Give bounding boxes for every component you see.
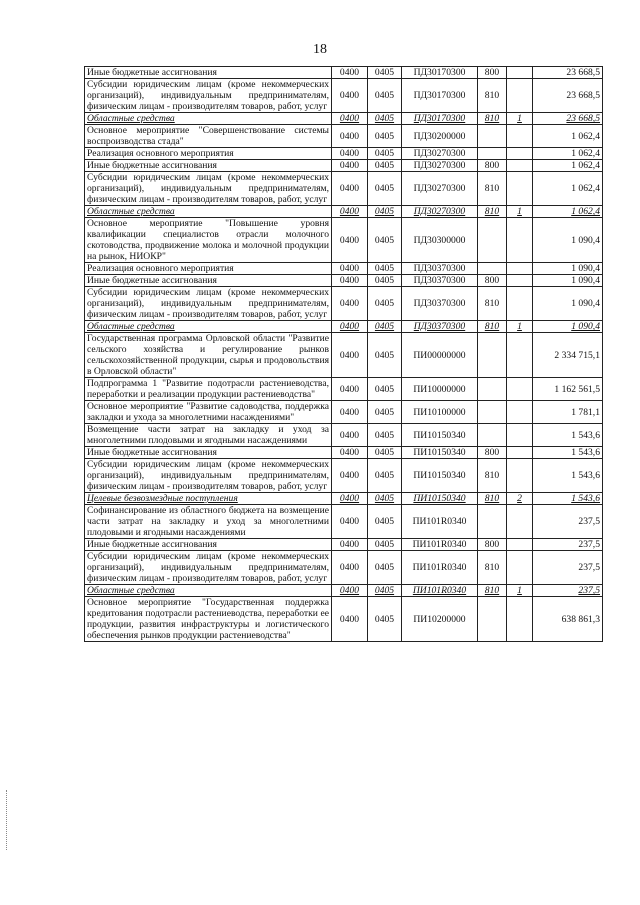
amount-cell: 1 781,1 — [533, 401, 603, 424]
section-code-cell: 0400 — [332, 160, 368, 172]
expense-type-code-cell — [478, 148, 507, 160]
row-name-cell: Областные средства — [85, 585, 332, 597]
target-article-code-cell: ПИ10150340 — [402, 459, 478, 493]
funding-source-code-cell — [507, 67, 533, 79]
amount-cell: 1 543,6 — [533, 459, 603, 493]
table-row — [85, 160, 603, 172]
section-code-cell: 0400 — [332, 493, 368, 505]
subsection-code-cell: 0405 — [368, 424, 402, 447]
expense-type-code-cell: 810 — [478, 585, 507, 597]
row-name-cell: Основное мероприятие "Государственная поддержка кредитования подотрасли растениеводства, переработки ее продукции, развития инфраструктуры и логистического обеспечения рынков продукции растениеводства" — [85, 597, 332, 642]
amount-cell: 638 861,3 — [533, 597, 603, 642]
funding-source-code-cell: 1 — [507, 113, 533, 125]
section-code-cell: 0400 — [332, 424, 368, 447]
expense-type-code-cell: 810 — [478, 551, 507, 585]
table-row — [85, 378, 603, 401]
funding-source-code-cell: 1 — [507, 321, 533, 333]
table-row — [85, 275, 603, 287]
row-name-cell: Возмещение части затрат на закладку и уход за многолетними плодовыми и ягодными насаждениями — [85, 424, 332, 447]
expense-type-code-cell: 810 — [478, 79, 507, 113]
funding-source-code-cell — [507, 447, 533, 459]
target-article-code-cell: ПИ101R0340 — [402, 539, 478, 551]
amount-cell: 1 543,6 — [533, 447, 603, 459]
amount-cell: 1 543,6 — [533, 493, 603, 505]
funding-source-code-cell — [507, 287, 533, 321]
row-name-cell: Реализация основного мероприятия — [85, 148, 332, 160]
table-row — [85, 459, 603, 493]
expense-type-code-cell: 800 — [478, 539, 507, 551]
funding-source-code-cell — [507, 148, 533, 160]
amount-cell: 1 090,4 — [533, 287, 603, 321]
expense-type-code-cell — [478, 333, 507, 378]
amount-cell: 237,5 — [533, 539, 603, 551]
target-article-code-cell: ПИ10100000 — [402, 401, 478, 424]
section-code-cell: 0400 — [332, 551, 368, 585]
amount-cell: 2 334 715,1 — [533, 333, 603, 378]
section-code-cell: 0400 — [332, 597, 368, 642]
row-name-cell: Иные бюджетные ассигнования — [85, 447, 332, 459]
target-article-code-cell: ПД30200000 — [402, 125, 478, 148]
target-article-code-cell: ПД30370300 — [402, 263, 478, 275]
row-name-cell: Субсидии юридическим лицам (кроме некоммерческих организаций), индивидуальным предпринимателям, физическим лицам - производителям товаров, работ, услуг — [85, 172, 332, 206]
subsection-code-cell: 0405 — [368, 67, 402, 79]
expense-type-code-cell — [478, 378, 507, 401]
target-article-code-cell: ПИ10150340 — [402, 447, 478, 459]
subsection-code-cell: 0405 — [368, 378, 402, 401]
subsection-code-cell: 0405 — [368, 160, 402, 172]
funding-source-code-cell — [507, 218, 533, 263]
table-row — [85, 172, 603, 206]
row-name-cell: Областные средства — [85, 206, 332, 218]
table-row — [85, 493, 603, 505]
target-article-code-cell: ПИ10150340 — [402, 424, 478, 447]
subsection-code-cell: 0405 — [368, 172, 402, 206]
section-code-cell: 0400 — [332, 459, 368, 493]
subsection-code-cell: 0405 — [368, 218, 402, 263]
section-code-cell: 0400 — [332, 585, 368, 597]
section-code-cell: 0400 — [332, 401, 368, 424]
section-code-cell: 0400 — [332, 148, 368, 160]
target-article-code-cell: ПИ10150340 — [402, 493, 478, 505]
table-row — [85, 206, 603, 218]
table-row — [85, 263, 603, 275]
funding-source-code-cell — [507, 597, 533, 642]
expense-type-code-cell — [478, 125, 507, 148]
section-code-cell: 0400 — [332, 447, 368, 459]
row-name-cell: Иные бюджетные ассигнования — [85, 539, 332, 551]
section-code-cell: 0400 — [332, 172, 368, 206]
amount-cell: 1 162 561,5 — [533, 378, 603, 401]
section-code-cell: 0400 — [332, 67, 368, 79]
table-row — [85, 67, 603, 79]
table-row — [85, 79, 603, 113]
section-code-cell: 0400 — [332, 378, 368, 401]
table-row — [85, 218, 603, 263]
target-article-code-cell: ПД30270300 — [402, 160, 478, 172]
subsection-code-cell: 0405 — [368, 79, 402, 113]
table-row — [85, 447, 603, 459]
amount-cell: 1 062,4 — [533, 160, 603, 172]
budget-table-body — [85, 67, 603, 642]
expense-type-code-cell — [478, 218, 507, 263]
amount-cell: 1 062,4 — [533, 125, 603, 148]
row-name-cell: Иные бюджетные ассигнования — [85, 160, 332, 172]
expense-type-code-cell — [478, 263, 507, 275]
amount-cell: 1 062,4 — [533, 148, 603, 160]
subsection-code-cell: 0405 — [368, 333, 402, 378]
funding-source-code-cell — [507, 551, 533, 585]
section-code-cell: 0400 — [332, 321, 368, 333]
funding-source-code-cell — [507, 539, 533, 551]
section-code-cell: 0400 — [332, 333, 368, 378]
funding-source-code-cell: 1 — [507, 585, 533, 597]
target-article-code-cell: ПД30270300 — [402, 148, 478, 160]
expense-type-code-cell — [478, 505, 507, 539]
section-code-cell: 0400 — [332, 125, 368, 148]
table-row — [85, 125, 603, 148]
subsection-code-cell: 0405 — [368, 275, 402, 287]
funding-source-code-cell — [507, 172, 533, 206]
funding-source-code-cell — [507, 424, 533, 447]
amount-cell: 23 668,5 — [533, 113, 603, 125]
subsection-code-cell: 0405 — [368, 597, 402, 642]
funding-source-code-cell — [507, 378, 533, 401]
row-name-cell: Субсидии юридическим лицам (кроме некоммерческих организаций), индивидуальным предпринимателям, физическим лицам - производителям товаров, работ, услуг — [85, 459, 332, 493]
target-article-code-cell: ПД30170300 — [402, 79, 478, 113]
expense-type-code-cell: 810 — [478, 206, 507, 218]
section-code-cell: 0400 — [332, 113, 368, 125]
target-article-code-cell: ПИ00000000 — [402, 333, 478, 378]
row-name-cell: Подпрограмма 1 "Развитие подотрасли растениеводства, переработки и реализации продукции растениеводства" — [85, 378, 332, 401]
funding-source-code-cell — [507, 459, 533, 493]
section-code-cell: 0400 — [332, 539, 368, 551]
subsection-code-cell: 0405 — [368, 459, 402, 493]
table-row — [85, 401, 603, 424]
subsection-code-cell: 0405 — [368, 505, 402, 539]
funding-source-code-cell — [507, 79, 533, 113]
subsection-code-cell: 0405 — [368, 206, 402, 218]
target-article-code-cell: ПД30170300 — [402, 67, 478, 79]
amount-cell: 237,5 — [533, 585, 603, 597]
target-article-code-cell: ПД30270300 — [402, 172, 478, 206]
section-code-cell: 0400 — [332, 206, 368, 218]
target-article-code-cell: ПД30370300 — [402, 275, 478, 287]
target-article-code-cell: ПИ101R0340 — [402, 505, 478, 539]
subsection-code-cell: 0405 — [368, 539, 402, 551]
amount-cell: 23 668,5 — [533, 79, 603, 113]
section-code-cell: 0400 — [332, 218, 368, 263]
expense-type-code-cell — [478, 424, 507, 447]
amount-cell: 1 090,4 — [533, 218, 603, 263]
row-name-cell: Целевые безвозмездные поступления — [85, 493, 332, 505]
section-code-cell: 0400 — [332, 275, 368, 287]
target-article-code-cell: ПД30300000 — [402, 218, 478, 263]
row-name-cell: Субсидии юридическим лицам (кроме некоммерческих организаций), индивидуальным предпринимателям, физическим лицам - производителям товаров, работ, услуг — [85, 551, 332, 585]
table-row — [85, 597, 603, 642]
funding-source-code-cell — [507, 275, 533, 287]
expense-type-code-cell: 800 — [478, 447, 507, 459]
row-name-cell: Софинансирование из областного бюджета на возмещение части затрат на закладку и уход за многолетними плодовыми и ягодными насаждениями — [85, 505, 332, 539]
table-row — [85, 148, 603, 160]
target-article-code-cell: ПИ101R0340 — [402, 585, 478, 597]
table-row — [85, 333, 603, 378]
funding-source-code-cell — [507, 505, 533, 539]
amount-cell: 1 090,4 — [533, 263, 603, 275]
table-row — [85, 539, 603, 551]
row-name-cell: Основное мероприятие "Развитие садоводства, поддержка закладки и ухода за многолетними насаждениями" — [85, 401, 332, 424]
funding-source-code-cell: 2 — [507, 493, 533, 505]
margin-mark — [6, 790, 9, 850]
funding-source-code-cell — [507, 401, 533, 424]
table-row — [85, 505, 603, 539]
row-name-cell: Субсидии юридическим лицам (кроме некоммерческих организаций), индивидуальным предпринимателям, физическим лицам - производителям товаров, работ, услуг — [85, 79, 332, 113]
expense-type-code-cell: 810 — [478, 113, 507, 125]
subsection-code-cell: 0405 — [368, 148, 402, 160]
amount-cell: 1 062,4 — [533, 206, 603, 218]
table-row — [85, 585, 603, 597]
table-row — [85, 424, 603, 447]
row-name-cell: Реализация основного мероприятия — [85, 263, 332, 275]
section-code-cell: 0400 — [332, 287, 368, 321]
funding-source-code-cell — [507, 263, 533, 275]
expense-type-code-cell — [478, 597, 507, 642]
expense-type-code-cell: 810 — [478, 172, 507, 206]
row-name-cell: Иные бюджетные ассигнования — [85, 67, 332, 79]
row-name-cell: Основное мероприятие "Совершенствование системы воспроизводства стада" — [85, 125, 332, 148]
expense-type-code-cell: 800 — [478, 275, 507, 287]
table-row — [85, 551, 603, 585]
expense-type-code-cell — [478, 401, 507, 424]
amount-cell: 1 543,6 — [533, 424, 603, 447]
subsection-code-cell: 0405 — [368, 263, 402, 275]
funding-source-code-cell — [507, 333, 533, 378]
expense-type-code-cell: 810 — [478, 459, 507, 493]
row-name-cell: Основное мероприятие "Повышение уровня квалификации специалистов отрасли молочного скотоводства, продвижение молока и молочной продукции на рынок, НИОКР" — [85, 218, 332, 263]
target-article-code-cell: ПД30270300 — [402, 206, 478, 218]
subsection-code-cell: 0405 — [368, 493, 402, 505]
subsection-code-cell: 0405 — [368, 551, 402, 585]
expense-type-code-cell: 800 — [478, 160, 507, 172]
expense-type-code-cell: 800 — [478, 67, 507, 79]
amount-cell: 1 090,4 — [533, 321, 603, 333]
subsection-code-cell: 0405 — [368, 447, 402, 459]
target-article-code-cell: ПИ10000000 — [402, 378, 478, 401]
budget-table — [84, 66, 603, 642]
row-name-cell: Областные средства — [85, 113, 332, 125]
amount-cell: 1 090,4 — [533, 275, 603, 287]
row-name-cell: Субсидии юридическим лицам (кроме некоммерческих организаций), индивидуальным предпринимателям, физическим лицам - производителям товаров, работ, услуг — [85, 287, 332, 321]
amount-cell: 237,5 — [533, 505, 603, 539]
funding-source-code-cell — [507, 125, 533, 148]
amount-cell: 1 062,4 — [533, 172, 603, 206]
target-article-code-cell: ПД30370300 — [402, 287, 478, 321]
row-name-cell: Иные бюджетные ассигнования — [85, 275, 332, 287]
section-code-cell: 0400 — [332, 79, 368, 113]
target-article-code-cell: ПД30170300 — [402, 113, 478, 125]
amount-cell: 23 668,5 — [533, 67, 603, 79]
section-code-cell: 0400 — [332, 505, 368, 539]
expense-type-code-cell: 810 — [478, 287, 507, 321]
section-code-cell: 0400 — [332, 263, 368, 275]
funding-source-code-cell: 1 — [507, 206, 533, 218]
subsection-code-cell: 0405 — [368, 585, 402, 597]
table-row — [85, 321, 603, 333]
subsection-code-cell: 0405 — [368, 113, 402, 125]
table-row — [85, 113, 603, 125]
subsection-code-cell: 0405 — [368, 287, 402, 321]
table-row — [85, 287, 603, 321]
amount-cell: 237,5 — [533, 551, 603, 585]
target-article-code-cell: ПД30370300 — [402, 321, 478, 333]
target-article-code-cell: ПИ101R0340 — [402, 551, 478, 585]
subsection-code-cell: 0405 — [368, 125, 402, 148]
subsection-code-cell: 0405 — [368, 401, 402, 424]
subsection-code-cell: 0405 — [368, 321, 402, 333]
expense-type-code-cell: 810 — [478, 321, 507, 333]
page-number: 18 — [313, 42, 327, 57]
row-name-cell: Государственная программа Орловской области "Развитие сельского хозяйства и регулирование рынков сельскохозяйственной продукции, сырья и продовольствия в Орловской области" — [85, 333, 332, 378]
funding-source-code-cell — [507, 160, 533, 172]
row-name-cell: Областные средства — [85, 321, 332, 333]
expense-type-code-cell: 810 — [478, 493, 507, 505]
target-article-code-cell: ПИ10200000 — [402, 597, 478, 642]
